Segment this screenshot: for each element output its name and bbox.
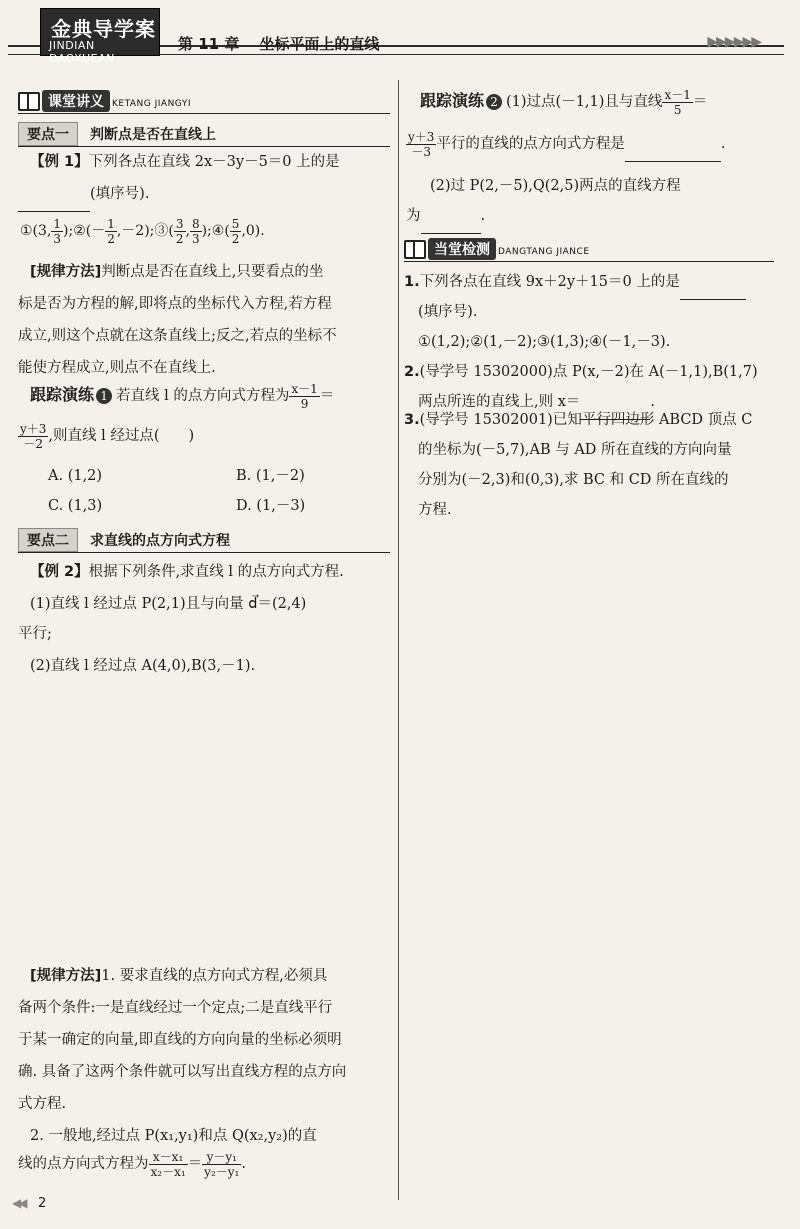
fraction: [149, 1150, 188, 1179]
question-text: 下列各点在直线 9x＋2y＋15＝0 上的是: [419, 274, 680, 290]
fraction: [230, 217, 242, 246]
section-heading-dangtang: [404, 238, 590, 260]
denominator: －3: [411, 144, 432, 159]
question-1-fill: (填序号).: [418, 304, 478, 320]
track-practice-2: [420, 84, 780, 119]
section-pinyin: DANGTANG JIANCE: [498, 247, 590, 257]
section-heading-ketang: [18, 90, 191, 112]
fraction: [289, 382, 319, 411]
answer-blank: [18, 178, 90, 212]
denominator: 3: [53, 231, 62, 246]
book-icon: [404, 240, 424, 256]
method-2-line-5: 式方程.: [18, 1096, 67, 1112]
chapter-number: 第 11 章: [178, 35, 240, 53]
question-1: [404, 266, 746, 300]
method-tag: [规律方法]: [30, 264, 102, 280]
track-practice-2-part-2b: [406, 200, 485, 234]
question-3-line-2: 的坐标为(－5,7),AB 与 AD 所在直线的方向向量: [418, 442, 732, 458]
example-1: [30, 146, 390, 179]
fraction: [662, 88, 692, 117]
denominator: 2: [175, 231, 184, 246]
chapter-title: 坐标平面上的直线: [259, 35, 380, 53]
method-2-line-1: [30, 960, 390, 993]
section-label: 课堂讲义: [42, 90, 110, 112]
method-text: 判断点是否在直线上,只要看点的坐: [101, 264, 324, 280]
equals-sign: ＝: [187, 1156, 203, 1172]
footer-arrows-icon: ◀◀: [12, 1196, 25, 1210]
numerator: x－x₁: [149, 1150, 188, 1165]
track-practice-2-cont: [406, 128, 726, 162]
example-text: 下列各点在直线 2x－3y－5＝0 上的是: [88, 154, 340, 170]
chapter-heading: [178, 33, 399, 54]
period: .: [650, 394, 656, 410]
track-text: 若直线 l 的点方向式方程为: [116, 388, 290, 404]
period: .: [480, 208, 486, 224]
choice-c: C. (1,3): [48, 498, 103, 514]
period: .: [720, 136, 726, 152]
question-3: [404, 404, 752, 437]
denominator: 9: [300, 396, 309, 411]
choice-a: A. (1,2): [48, 468, 103, 484]
numerator: 3: [175, 216, 184, 231]
brand-title: 金典导学案: [51, 17, 156, 41]
section-rule: [404, 261, 774, 262]
numerator: 8: [191, 216, 200, 231]
column-divider: [398, 80, 399, 1200]
track-practice-2-part-2: (2)过 P(2,－5),Q(2,5)两点的直线方程: [430, 178, 681, 194]
fraction: [105, 217, 117, 246]
example-text: 根据下列条件,求直线 l 的点方向式方程.: [88, 564, 344, 580]
answer-blank: [625, 128, 721, 162]
option-text: ,0).: [241, 223, 265, 239]
answer-blank: [421, 200, 481, 234]
method-text: 1. 要求直线的点方向式方程,必须具: [101, 968, 328, 984]
numerator: y－y₁: [202, 1150, 241, 1165]
example-tag: 【例 2】: [30, 564, 89, 580]
method-2-line-3: 于某一确定的向量,即直线的方向向量的坐标必须明: [18, 1032, 342, 1048]
numerator: y＋3: [408, 129, 435, 144]
method-2-formula: [18, 1148, 246, 1181]
method-2-line-4: 确. 具备了这两个条件就可以写出直线方程的点方向: [18, 1064, 347, 1080]
period: .: [241, 1156, 246, 1172]
equals-sign: ＝: [692, 94, 708, 110]
key-point-tag: 要点一: [18, 122, 78, 146]
equals-sign: ＝: [319, 388, 335, 404]
method-1-line-3: 成立,则这个点就在这条直线上;反之,若点的坐标不: [18, 328, 337, 344]
numerator: x－1: [291, 381, 318, 396]
fraction: [406, 130, 436, 159]
method-2-para-2: 2. 一般地,经过点 P(x₁,y₁)和点 Q(x₂,y₂)的直: [30, 1128, 317, 1144]
brand-subtitle: JINDIAN DAOXUEAN: [49, 39, 115, 65]
track-text: 平行的直线的点方向式方程是: [436, 136, 625, 152]
fraction: [51, 217, 63, 246]
answer-blank: [680, 266, 746, 300]
formula-lead: 线的点方向式方程为: [18, 1156, 149, 1172]
key-rule: [18, 552, 390, 553]
question-1-options: ①(1,2);②(1,－2);③(1,3);④(－1,－3).: [418, 334, 671, 350]
example-2-part-1b: 平行;: [18, 626, 52, 642]
question-number: 2.: [404, 364, 420, 380]
question-number: 1.: [404, 274, 420, 290]
track-number: 1: [96, 388, 112, 404]
denominator: 2: [107, 231, 115, 246]
example-1-fill: [18, 178, 149, 212]
key-point-2: [18, 528, 230, 552]
denominator: 5: [673, 102, 682, 117]
method-tag: [规律方法]: [30, 968, 102, 984]
track-text: ,则直线 l 经过点( ): [48, 428, 195, 444]
brand-logo: [40, 8, 160, 65]
choice-d: D. (1,－3): [236, 498, 306, 514]
track-label: 跟踪演练: [420, 91, 485, 110]
question-text: 两点所连的直线上,则 x＝: [418, 394, 581, 410]
question-3-line-3: 分别为(－2,3)和(0,3),求 BC 和 CD 所在直线的: [418, 472, 729, 488]
fraction: [202, 1150, 241, 1179]
example-2: [30, 556, 344, 589]
numerator: 1: [53, 216, 62, 231]
option-text: );④(: [201, 223, 230, 239]
method-1-line-1: [30, 256, 390, 289]
key-point-title: 求直线的点方向式方程: [90, 533, 230, 549]
example-1-options: [20, 215, 265, 248]
method-1-line-2: 标是否为方程的解,即将点的坐标代入方程,若方程: [18, 296, 332, 312]
section-label: 当堂检测: [428, 238, 496, 260]
section-rule: [18, 113, 390, 114]
key-point-1: [18, 122, 216, 146]
numerator: x－1: [664, 87, 691, 102]
question-text: (导学号 15302001)已知平行四边形 ABCD 顶点 C: [419, 412, 753, 428]
example-2-part-2: (2)直线 l 经过点 A(4,0),B(3,－1).: [30, 658, 256, 674]
question-3-line-4: 方程.: [418, 502, 452, 518]
header-arrows-icon: ▶▶▶▶▶▶: [707, 34, 760, 50]
question-text: (导学号 15302000)点 P(x,－2)在 A(－1,1),B(1,7): [419, 364, 758, 380]
choice-b: B. (1,－2): [236, 468, 305, 484]
track-text: (1)过点(－1,1)且与直线: [506, 94, 663, 110]
method-2-line-2: 备两个条件:一是直线经过一个定点;二是直线平行: [18, 1000, 333, 1016]
question-2: [404, 356, 758, 389]
option-text: );②(－: [63, 223, 106, 239]
track-practice-1-cont: [18, 420, 194, 453]
denominator: y₂－y₁: [204, 1164, 240, 1179]
fill-hint: (填序号).: [90, 186, 150, 202]
section-pinyin: KETANG JIANGYI: [112, 99, 191, 109]
numerator: y＋3: [20, 421, 47, 436]
numerator: 5: [231, 216, 240, 231]
page-number: 2: [38, 1196, 47, 1211]
denominator: －2: [23, 436, 44, 451]
example-tag: 【例 1】: [30, 154, 89, 170]
method-1-line-4: 能使方程成立,则点不在直线上.: [18, 360, 216, 376]
option-text: ,: [185, 223, 190, 239]
question-number: 3.: [404, 412, 420, 428]
key-point-title: 判断点是否在直线上: [90, 127, 216, 143]
fraction: [18, 422, 48, 451]
key-point-tag: 要点二: [18, 528, 78, 552]
numerator: 1: [107, 216, 115, 231]
track-text: 为: [406, 208, 421, 224]
book-icon: [18, 92, 38, 108]
denominator: x₂－x₁: [150, 1164, 186, 1179]
option-text: ,－2);③(: [116, 223, 174, 239]
option-text: ①(3,: [20, 223, 52, 239]
fraction: [190, 217, 202, 246]
denominator: 2: [231, 231, 240, 246]
track-number: 2: [486, 94, 502, 110]
denominator: 3: [191, 231, 200, 246]
track-label: 跟踪演练: [30, 385, 95, 404]
example-2-part-1: (1)直线 l 经过点 P(2,1)且与向量 d⃗＝(2,4): [30, 596, 307, 612]
track-practice-1: [30, 378, 334, 413]
fraction: [174, 217, 186, 246]
